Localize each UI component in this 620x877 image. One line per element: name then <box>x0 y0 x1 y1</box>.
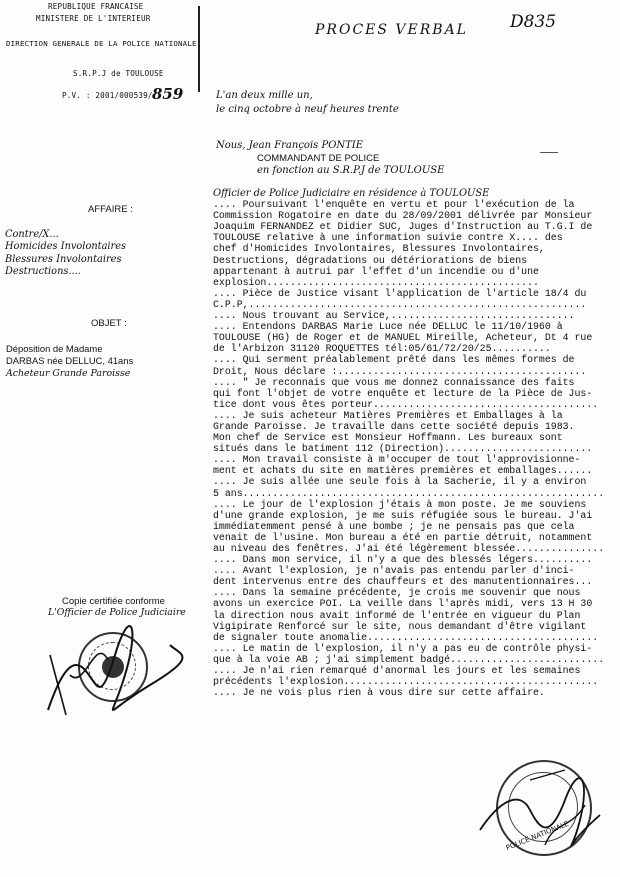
body-line: TOULOUSE relative à une information suivie contre X.... des <box>213 232 563 244</box>
body-line: .... Je suis acheteur Matières Premières et Emballages à la <box>213 409 563 421</box>
affaire-details <box>5 229 195 278</box>
body-line: immédiatemment pensé à une bombe ; je ne pensais pas que cela <box>213 520 575 532</box>
body-line: que à la voie AB ; j'ai simplement badgé.......................... <box>213 653 605 665</box>
stamp-label: POLICE NATIONALE <box>504 819 570 853</box>
certifying-officer-label: L'Officier de Police Judiciaire <box>48 607 186 618</box>
body-line: chef d'Homicides Involontaires, Blessures Involontaires, <box>213 243 545 255</box>
body-line: .... Le jour de l'explosion j'étais à mon poste. Je me souviens <box>213 498 587 510</box>
body-line: Destructions, dégradations ou détériorations de biens <box>213 254 528 266</box>
officer-line-1: Nous, Jean François PONTIE <box>216 140 364 151</box>
body-line: la direction nous avait informé de l'entrée en vigueur du Plan <box>213 609 581 621</box>
srpj-label: S.R.P.J de TOULOUSE <box>73 69 164 78</box>
body-line: .... Avant l'explosion, je n'avais pas entendu parler d'inci- <box>213 565 575 577</box>
body-line: d'une grande explosion, je me suis réfugiée sous le bureau. J'ai <box>213 509 593 521</box>
body-line: explosion.............................................. <box>213 276 539 288</box>
signature-left <box>30 615 190 720</box>
body-line: Joaquim FERNANDEZ et Didier SUC, Juges d'Instruction au T.G.I de <box>213 221 593 233</box>
statement-body <box>213 188 613 698</box>
body-line: .... Pièce de Justice visant l'application de l'article 18/4 du <box>213 287 587 299</box>
affaire-line: Destructions.... <box>5 265 81 277</box>
body-line: dent intervenus entre des chauffeurs et des manutentionnaires... <box>213 576 593 588</box>
body-line: .... Mon travail consiste à m'occuper de tout l'approvisionne- <box>213 454 581 466</box>
body-line: de l'Arbizon 31120 ROQUETTES tél:05/61/72/20/25.......... <box>213 343 551 355</box>
objet-title: OBJET : <box>91 318 127 329</box>
body-line: Officier de Police Judiciaire en résidence à TOULOUSE <box>213 188 490 199</box>
body-line: .... " Je reconnais que vous me donnez connaissance des faits <box>213 376 575 388</box>
body-line: C.P.P,......................................................... <box>213 298 587 310</box>
pv-handwritten-number: 859 <box>152 85 184 103</box>
objet-line: DARBAS née DELLUC, 41ans <box>6 355 134 367</box>
body-line: .... Je ne vois plus rien à vous dire sur cette affaire. <box>213 687 545 699</box>
body-line: tice dont vous êtes porteur...................................... <box>213 398 599 410</box>
body-line: .... Entendons DARBAS Marie Luce née DELLUC le 11/10/1960 à <box>213 321 563 333</box>
body-line: .... Qui serment préalablement prêté dans les mêmes formes de <box>213 354 575 366</box>
objet-details <box>6 343 206 380</box>
body-line: qui font l'objet de votre enquête et lecture de la Pièce de Jus- <box>213 387 593 399</box>
signature-right <box>470 760 610 860</box>
objet-line: Déposition de Madame <box>6 343 103 354</box>
body-line: au niveau des fenêtres. J'ai été légèrement blessée............... <box>213 543 605 554</box>
objet-line: Acheteur Grande Paroisse <box>6 367 131 379</box>
body-line: TOULOUSE (HG) de Roger et de MANUEL Mireille, Acheteur, Dt 4 rue <box>213 332 593 344</box>
body-line: .... Je n'ai rien remarqué d'anormal les jours et les semaines <box>213 665 581 677</box>
certified-copy-label: Copie certifiée conforme <box>62 596 165 607</box>
body-line: ment et achats du site en matières premières et emballages...... <box>213 465 593 477</box>
body-line: .... Dans mon service, il n'y a que des blessés légers.......... <box>213 554 593 566</box>
body-line: Droit, Nous déclare :.......................................... <box>213 365 587 377</box>
body-line: .... Nous trouvant au Service,............................... <box>213 310 575 322</box>
body-line: Commission Rogatoire en date du 28/09/2001 délivrée par Monsieur <box>213 210 593 222</box>
body-line: Mon chef de Service est Monsieur Hoffmann. Les bureaux sont <box>213 432 563 444</box>
date-line-2: le cinq octobre à neuf heures trente <box>216 104 399 115</box>
affaire-line: Homicides Involontaires <box>5 241 127 253</box>
document-title: PROCES VERBAL <box>315 22 468 38</box>
body-line: .... Dans la semaine précédente, je crois me souvenir que nous <box>213 587 581 599</box>
body-line: de signaler toute anomalie....................................... <box>213 631 599 643</box>
republic-label: REPUBLIQUE FRANCAISE <box>48 2 144 11</box>
body-line: appartenant à autrui par l'effet d'un incendie ou d'une <box>213 265 539 277</box>
mark-dash <box>540 152 558 153</box>
affaire-title: AFFAIRE : <box>88 204 133 215</box>
officer-line-2: COMMANDANT DE POLICE <box>257 153 380 164</box>
body-line: avons un exercice POI. La veille dans l'après midi, vers 13 H 30 <box>213 598 593 610</box>
body-line: 5 ans............................................................. <box>213 487 605 499</box>
officer-line-3: en fonction au S.R.P.J de TOULOUSE <box>257 165 445 176</box>
body-line: .... Le matin de l'explosion, il n'y a pas eu de contrôle physi- <box>213 642 593 654</box>
body-line: venait de l'usine. Mon bureau a été en partie détruit, notamment <box>213 531 593 543</box>
body-line: .... Je suis allée une seule fois à la Sacherie, il y a environ <box>213 476 587 488</box>
body-line: précédents l'explosion........................................... <box>213 676 599 688</box>
body-line: .... Poursuivant l'enquête en vertu et pour l'exécution de la <box>213 199 575 211</box>
body-line: situés dans le batiment 112 (Direction)......................... <box>213 443 593 455</box>
date-line-1: L'an deux mille un, <box>216 90 313 101</box>
affaire-line: Contre/X... <box>5 229 59 240</box>
body-line: Vigipirate Renforcé sur le site, nous demandant d'être vigilant <box>213 620 587 632</box>
direction-label: DIRECTION GENERALE DE LA POLICE NATIONALE <box>6 39 197 48</box>
header-divider <box>198 6 200 92</box>
pv-number: P.V. : 2001/000539/ <box>62 91 153 100</box>
affaire-line: Blessures Involontaires <box>5 253 122 265</box>
corner-number: D835 <box>510 12 557 32</box>
ministry-label: MINISTERE DE L'INTERIEUR <box>36 14 151 23</box>
body-line: Grande Paroisse. Je travaille dans cette société depuis 1983. <box>213 420 575 432</box>
